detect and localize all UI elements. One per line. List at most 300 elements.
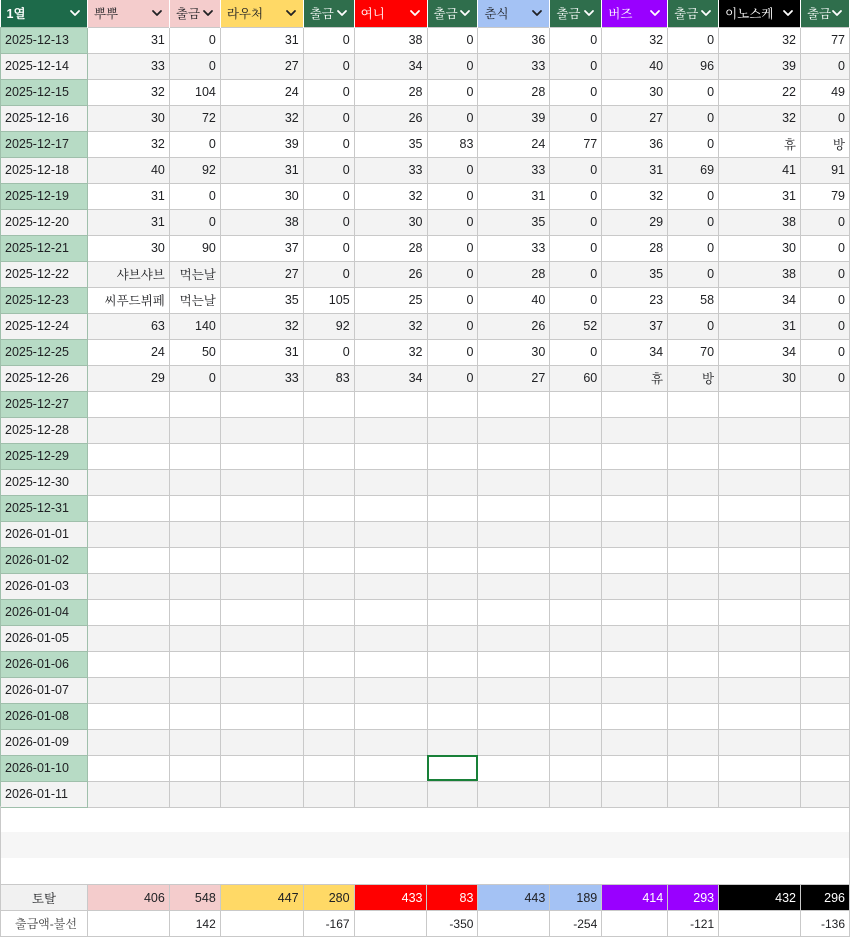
data-cell[interactable] — [602, 729, 668, 755]
data-cell[interactable] — [719, 391, 801, 417]
data-cell[interactable] — [354, 625, 427, 651]
data-cell[interactable] — [220, 599, 303, 625]
total-cell[interactable]: 432 — [719, 885, 801, 911]
data-cell[interactable]: 92 — [169, 157, 220, 183]
chevron-down-icon[interactable] — [150, 6, 164, 20]
data-cell[interactable]: 34 — [354, 53, 427, 79]
column-header-9[interactable] — [602, 0, 668, 27]
data-cell[interactable]: 26 — [354, 105, 427, 131]
data-cell[interactable]: 0 — [668, 261, 719, 287]
data-cell[interactable]: 28 — [478, 261, 550, 287]
chevron-down-icon[interactable] — [284, 6, 298, 20]
data-cell[interactable] — [478, 521, 550, 547]
data-cell[interactable]: 0 — [427, 261, 478, 287]
date-cell[interactable]: 2026-01-08 — [1, 703, 88, 729]
data-cell[interactable]: 30 — [87, 235, 169, 261]
data-cell[interactable]: 0 — [800, 365, 849, 391]
data-cell[interactable] — [602, 443, 668, 469]
data-cell[interactable]: 96 — [668, 53, 719, 79]
data-cell[interactable] — [800, 443, 849, 469]
data-cell[interactable] — [354, 443, 427, 469]
data-cell[interactable] — [303, 781, 354, 807]
data-cell[interactable]: 72 — [169, 105, 220, 131]
data-cell[interactable] — [303, 755, 354, 781]
data-cell[interactable]: 23 — [602, 287, 668, 313]
data-cell[interactable] — [354, 521, 427, 547]
data-cell[interactable]: 0 — [800, 235, 849, 261]
data-cell[interactable] — [427, 417, 478, 443]
data-cell[interactable]: 33 — [478, 53, 550, 79]
data-cell[interactable]: 0 — [800, 105, 849, 131]
date-cell[interactable]: 2025-12-31 — [1, 495, 88, 521]
data-cell[interactable] — [169, 521, 220, 547]
date-cell[interactable]: 2026-01-11 — [1, 781, 88, 807]
data-cell[interactable]: 0 — [303, 53, 354, 79]
column-header-5[interactable] — [354, 0, 427, 27]
data-cell[interactable] — [303, 677, 354, 703]
data-cell[interactable]: 0 — [169, 27, 220, 53]
data-cell[interactable] — [427, 677, 478, 703]
data-cell[interactable]: 38 — [354, 27, 427, 53]
data-cell[interactable]: 0 — [800, 313, 849, 339]
date-cell[interactable]: 2025-12-22 — [1, 261, 88, 287]
data-cell[interactable] — [478, 755, 550, 781]
data-cell[interactable]: 33 — [478, 235, 550, 261]
data-cell[interactable]: 0 — [800, 53, 849, 79]
data-cell[interactable] — [354, 495, 427, 521]
column-header-3[interactable] — [220, 0, 303, 27]
data-cell[interactable] — [478, 495, 550, 521]
data-cell[interactable] — [169, 547, 220, 573]
data-cell[interactable] — [303, 469, 354, 495]
data-cell[interactable] — [354, 599, 427, 625]
data-cell[interactable]: 38 — [220, 209, 303, 235]
date-cell[interactable]: 2025-12-27 — [1, 391, 88, 417]
data-cell[interactable]: 0 — [427, 313, 478, 339]
chevron-down-icon[interactable] — [699, 6, 713, 20]
data-cell[interactable]: 35 — [354, 131, 427, 157]
data-cell[interactable]: 140 — [169, 313, 220, 339]
data-cell[interactable] — [800, 781, 849, 807]
data-cell[interactable]: 0 — [303, 131, 354, 157]
date-cell[interactable]: 2025-12-28 — [1, 417, 88, 443]
data-cell[interactable] — [303, 443, 354, 469]
total-cell[interactable]: 443 — [478, 885, 550, 911]
data-cell[interactable] — [719, 651, 801, 677]
data-cell[interactable]: 31 — [478, 183, 550, 209]
data-cell[interactable] — [354, 651, 427, 677]
data-cell[interactable] — [354, 417, 427, 443]
data-cell[interactable] — [602, 703, 668, 729]
data-cell[interactable] — [602, 391, 668, 417]
diff-cell[interactable] — [220, 911, 303, 937]
data-cell[interactable]: 0 — [800, 209, 849, 235]
data-cell[interactable]: 0 — [668, 313, 719, 339]
column-header-4[interactable] — [303, 0, 354, 27]
data-cell[interactable]: 0 — [550, 209, 602, 235]
data-cell[interactable] — [668, 469, 719, 495]
data-cell[interactable] — [800, 755, 849, 781]
data-cell[interactable]: 34 — [602, 339, 668, 365]
data-cell[interactable]: 37 — [602, 313, 668, 339]
diff-cell[interactable] — [602, 911, 668, 937]
data-cell[interactable] — [169, 781, 220, 807]
date-cell[interactable]: 2026-01-02 — [1, 547, 88, 573]
data-cell[interactable] — [800, 729, 849, 755]
data-cell[interactable]: 0 — [169, 365, 220, 391]
diff-cell[interactable] — [354, 911, 427, 937]
date-cell[interactable]: 2026-01-01 — [1, 521, 88, 547]
column-header-0[interactable] — [1, 0, 88, 27]
data-cell[interactable]: 24 — [478, 131, 550, 157]
column-header-10[interactable] — [668, 0, 719, 27]
data-cell[interactable]: 샤브샤브 — [87, 261, 169, 287]
data-cell[interactable] — [668, 599, 719, 625]
date-cell[interactable]: 2026-01-06 — [1, 651, 88, 677]
data-cell[interactable]: 30 — [719, 235, 801, 261]
date-cell[interactable]: 2025-12-21 — [1, 235, 88, 261]
data-cell[interactable]: 92 — [303, 313, 354, 339]
data-cell[interactable] — [354, 781, 427, 807]
column-header-8[interactable] — [550, 0, 602, 27]
data-cell[interactable]: 24 — [87, 339, 169, 365]
data-cell[interactable]: 0 — [169, 131, 220, 157]
column-header-7[interactable] — [478, 0, 550, 27]
data-cell[interactable]: 83 — [427, 131, 478, 157]
data-cell[interactable] — [602, 599, 668, 625]
data-cell[interactable]: 0 — [668, 131, 719, 157]
data-cell[interactable]: 27 — [220, 53, 303, 79]
data-cell[interactable] — [169, 755, 220, 781]
data-cell[interactable] — [87, 755, 169, 781]
data-cell[interactable]: 0 — [427, 287, 478, 313]
data-cell[interactable]: 36 — [478, 27, 550, 53]
data-cell[interactable]: 0 — [668, 235, 719, 261]
data-cell[interactable] — [550, 703, 602, 729]
data-cell[interactable] — [303, 547, 354, 573]
data-cell[interactable]: 0 — [303, 261, 354, 287]
data-cell[interactable] — [427, 781, 478, 807]
data-cell[interactable]: 33 — [478, 157, 550, 183]
data-cell[interactable] — [303, 651, 354, 677]
date-cell[interactable]: 2025-12-23 — [1, 287, 88, 313]
data-cell[interactable]: 27 — [478, 365, 550, 391]
data-cell[interactable]: 0 — [427, 235, 478, 261]
data-cell[interactable]: 27 — [220, 261, 303, 287]
data-cell[interactable]: 69 — [668, 157, 719, 183]
data-cell[interactable]: 32 — [354, 183, 427, 209]
total-cell[interactable]: 548 — [169, 885, 220, 911]
data-cell[interactable] — [303, 521, 354, 547]
data-cell[interactable]: 휴 — [719, 131, 801, 157]
data-cell[interactable]: 0 — [800, 339, 849, 365]
data-cell[interactable] — [87, 521, 169, 547]
data-cell[interactable] — [427, 391, 478, 417]
data-cell[interactable] — [668, 651, 719, 677]
date-cell[interactable]: 2025-12-16 — [1, 105, 88, 131]
date-cell[interactable]: 2025-12-25 — [1, 339, 88, 365]
data-cell[interactable] — [478, 599, 550, 625]
data-cell[interactable] — [303, 703, 354, 729]
data-cell[interactable]: 0 — [427, 53, 478, 79]
data-cell[interactable] — [719, 677, 801, 703]
data-cell[interactable] — [719, 417, 801, 443]
date-cell[interactable]: 2025-12-19 — [1, 183, 88, 209]
data-cell[interactable] — [478, 651, 550, 677]
date-cell[interactable]: 2025-12-14 — [1, 53, 88, 79]
data-cell[interactable] — [668, 755, 719, 781]
data-cell[interactable] — [169, 443, 220, 469]
chevron-down-icon[interactable] — [830, 6, 844, 20]
data-cell[interactable] — [602, 755, 668, 781]
diff-cell[interactable]: -121 — [668, 911, 719, 937]
data-cell[interactable] — [550, 755, 602, 781]
data-cell[interactable] — [169, 391, 220, 417]
data-cell[interactable] — [719, 703, 801, 729]
data-cell[interactable]: 32 — [602, 27, 668, 53]
data-cell[interactable]: 0 — [303, 79, 354, 105]
data-cell[interactable] — [220, 729, 303, 755]
data-cell[interactable]: 25 — [354, 287, 427, 313]
data-cell[interactable]: 105 — [303, 287, 354, 313]
data-cell[interactable] — [719, 573, 801, 599]
data-cell[interactable]: 39 — [719, 53, 801, 79]
data-cell[interactable] — [602, 573, 668, 599]
data-cell[interactable] — [354, 469, 427, 495]
data-cell[interactable] — [87, 781, 169, 807]
chevron-down-icon[interactable] — [335, 6, 349, 20]
data-cell[interactable] — [550, 781, 602, 807]
diff-cell[interactable]: -254 — [550, 911, 602, 937]
data-cell[interactable] — [602, 651, 668, 677]
data-cell[interactable]: 30 — [354, 209, 427, 235]
total-cell[interactable]: 433 — [354, 885, 427, 911]
data-cell[interactable] — [800, 651, 849, 677]
data-cell[interactable] — [427, 599, 478, 625]
data-cell[interactable]: 58 — [668, 287, 719, 313]
data-cell[interactable] — [427, 703, 478, 729]
total-cell[interactable]: 83 — [427, 885, 478, 911]
data-cell[interactable] — [668, 391, 719, 417]
data-cell[interactable] — [220, 469, 303, 495]
data-cell[interactable] — [800, 703, 849, 729]
diff-cell[interactable] — [87, 911, 169, 937]
data-cell[interactable] — [303, 625, 354, 651]
column-header-11[interactable] — [719, 0, 801, 27]
chevron-down-icon[interactable] — [68, 6, 82, 20]
data-cell[interactable]: 먹는날 — [169, 287, 220, 313]
data-cell[interactable]: 0 — [303, 209, 354, 235]
data-cell[interactable] — [427, 729, 478, 755]
data-cell[interactable] — [602, 781, 668, 807]
data-cell[interactable] — [87, 573, 169, 599]
data-cell[interactable] — [220, 625, 303, 651]
data-cell[interactable] — [87, 443, 169, 469]
data-cell[interactable] — [169, 573, 220, 599]
data-cell[interactable] — [220, 573, 303, 599]
data-cell[interactable] — [427, 521, 478, 547]
data-cell[interactable] — [668, 547, 719, 573]
data-cell[interactable]: 0 — [550, 287, 602, 313]
column-header-2[interactable] — [169, 0, 220, 27]
data-cell[interactable] — [303, 391, 354, 417]
diff-cell[interactable]: -350 — [427, 911, 478, 937]
data-cell[interactable] — [668, 677, 719, 703]
data-cell[interactable] — [668, 495, 719, 521]
data-cell[interactable] — [550, 391, 602, 417]
data-cell[interactable]: 방 — [800, 131, 849, 157]
data-cell[interactable]: 30 — [602, 79, 668, 105]
data-cell[interactable]: 31 — [220, 339, 303, 365]
data-cell[interactable] — [87, 625, 169, 651]
data-cell[interactable]: 40 — [87, 157, 169, 183]
data-cell[interactable] — [602, 469, 668, 495]
data-cell[interactable] — [87, 599, 169, 625]
data-cell[interactable] — [169, 417, 220, 443]
data-cell[interactable]: 0 — [550, 183, 602, 209]
data-cell[interactable] — [602, 677, 668, 703]
data-cell[interactable]: 32 — [87, 131, 169, 157]
data-cell[interactable] — [719, 599, 801, 625]
data-cell[interactable] — [427, 547, 478, 573]
data-cell[interactable]: 29 — [602, 209, 668, 235]
data-cell[interactable] — [800, 469, 849, 495]
data-cell[interactable] — [550, 469, 602, 495]
data-cell[interactable]: 83 — [303, 365, 354, 391]
data-cell[interactable]: 70 — [668, 339, 719, 365]
data-cell[interactable] — [354, 391, 427, 417]
data-cell[interactable]: 0 — [427, 339, 478, 365]
chevron-down-icon[interactable] — [530, 6, 544, 20]
data-cell[interactable]: 32 — [602, 183, 668, 209]
data-cell[interactable] — [550, 599, 602, 625]
chevron-down-icon[interactable] — [781, 6, 795, 20]
data-cell[interactable] — [169, 625, 220, 651]
chevron-down-icon[interactable] — [582, 6, 596, 20]
data-cell[interactable] — [220, 651, 303, 677]
data-cell[interactable]: 35 — [478, 209, 550, 235]
data-cell[interactable] — [719, 781, 801, 807]
data-cell[interactable]: 0 — [427, 209, 478, 235]
data-cell[interactable] — [303, 599, 354, 625]
data-cell[interactable]: 26 — [354, 261, 427, 287]
data-cell[interactable]: 32 — [87, 79, 169, 105]
data-cell[interactable] — [427, 495, 478, 521]
data-cell[interactable] — [354, 547, 427, 573]
data-cell[interactable] — [550, 625, 602, 651]
column-header-6[interactable] — [427, 0, 478, 27]
data-cell[interactable] — [354, 729, 427, 755]
data-cell[interactable] — [478, 625, 550, 651]
total-cell[interactable]: 406 — [87, 885, 169, 911]
data-cell[interactable]: 40 — [602, 53, 668, 79]
diff-cell[interactable]: 142 — [169, 911, 220, 937]
data-cell[interactable]: 28 — [602, 235, 668, 261]
data-cell[interactable] — [800, 495, 849, 521]
data-cell[interactable] — [550, 495, 602, 521]
data-cell[interactable] — [668, 625, 719, 651]
data-cell[interactable] — [800, 573, 849, 599]
data-cell[interactable]: 34 — [354, 365, 427, 391]
data-cell[interactable] — [550, 677, 602, 703]
data-cell[interactable]: 0 — [169, 209, 220, 235]
data-cell[interactable] — [602, 495, 668, 521]
data-cell[interactable]: 31 — [220, 27, 303, 53]
data-cell[interactable] — [303, 729, 354, 755]
data-cell[interactable]: 50 — [169, 339, 220, 365]
data-cell[interactable]: 29 — [87, 365, 169, 391]
data-cell[interactable] — [220, 547, 303, 573]
data-cell[interactable]: 37 — [220, 235, 303, 261]
data-cell[interactable] — [220, 703, 303, 729]
data-cell[interactable]: 39 — [220, 131, 303, 157]
data-cell[interactable]: 0 — [427, 79, 478, 105]
total-cell[interactable]: 414 — [602, 885, 668, 911]
data-cell[interactable] — [220, 391, 303, 417]
data-cell[interactable] — [220, 521, 303, 547]
data-cell[interactable] — [550, 651, 602, 677]
data-cell[interactable]: 0 — [427, 27, 478, 53]
data-cell[interactable] — [303, 573, 354, 599]
chevron-down-icon[interactable] — [648, 6, 662, 20]
data-cell[interactable]: 35 — [220, 287, 303, 313]
date-cell[interactable]: 2025-12-24 — [1, 313, 88, 339]
total-cell[interactable]: 447 — [220, 885, 303, 911]
data-cell[interactable]: 0 — [427, 105, 478, 131]
data-cell[interactable] — [800, 417, 849, 443]
data-cell[interactable]: 0 — [427, 365, 478, 391]
data-cell[interactable] — [800, 521, 849, 547]
data-cell[interactable]: 32 — [220, 313, 303, 339]
data-cell[interactable] — [602, 417, 668, 443]
data-cell[interactable]: 0 — [550, 339, 602, 365]
data-cell[interactable]: 31 — [87, 27, 169, 53]
data-cell[interactable] — [87, 391, 169, 417]
data-cell[interactable]: 34 — [719, 287, 801, 313]
data-cell[interactable] — [87, 651, 169, 677]
date-cell[interactable]: 2025-12-29 — [1, 443, 88, 469]
data-cell[interactable] — [478, 391, 550, 417]
data-cell[interactable] — [719, 469, 801, 495]
data-cell[interactable]: 방 — [668, 365, 719, 391]
data-cell[interactable] — [220, 495, 303, 521]
diff-cell[interactable] — [719, 911, 801, 937]
data-cell[interactable]: 0 — [550, 157, 602, 183]
data-cell[interactable]: 0 — [550, 27, 602, 53]
data-cell[interactable] — [550, 417, 602, 443]
data-cell[interactable]: 31 — [87, 209, 169, 235]
date-cell[interactable]: 2025-12-30 — [1, 469, 88, 495]
data-cell[interactable]: 32 — [719, 27, 801, 53]
data-cell[interactable] — [87, 547, 169, 573]
data-cell[interactable] — [87, 469, 169, 495]
data-cell[interactable]: 31 — [719, 183, 801, 209]
data-cell[interactable] — [427, 625, 478, 651]
data-cell[interactable] — [668, 443, 719, 469]
date-cell[interactable]: 2025-12-17 — [1, 131, 88, 157]
data-cell[interactable]: 32 — [354, 339, 427, 365]
data-cell[interactable] — [354, 677, 427, 703]
total-cell[interactable]: 189 — [550, 885, 602, 911]
date-cell[interactable]: 2026-01-03 — [1, 573, 88, 599]
data-cell[interactable] — [602, 547, 668, 573]
data-cell[interactable] — [800, 677, 849, 703]
selected-cell[interactable] — [427, 755, 478, 781]
data-cell[interactable] — [87, 417, 169, 443]
data-cell[interactable]: 0 — [303, 157, 354, 183]
data-cell[interactable]: 0 — [427, 183, 478, 209]
data-cell[interactable]: 0 — [427, 157, 478, 183]
